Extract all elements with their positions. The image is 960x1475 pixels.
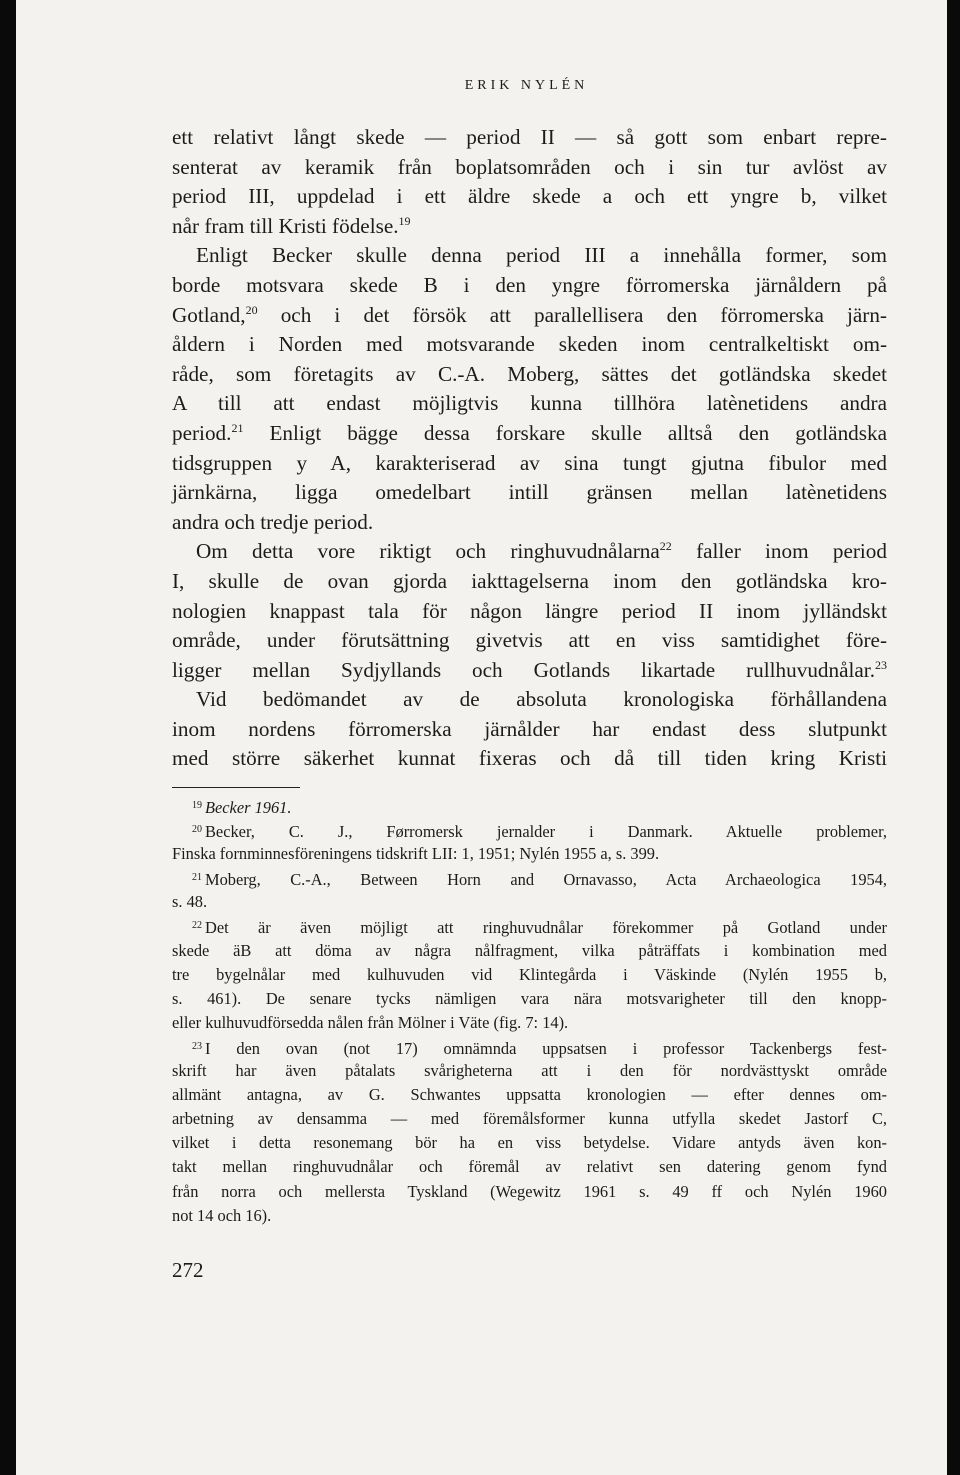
footnote-line: tre bygelnålar med kulhuvuden vid Klintegårda i Väskinde (Nylén 1955 b,	[172, 964, 887, 984]
footnote-line: s. 48.	[172, 892, 208, 912]
footnote-line: arbetning av densamma — med föremålsformer kunna utfylla skedet Jastorf C,	[172, 1109, 887, 1129]
body-text	[172, 123, 887, 774]
text-line: Gotland,$^{20}$ och i det försök att parallellisera den förromerska järn-	[172, 302, 887, 327]
text-line: ligger mellan Sydjyllands och Gotlands likartade rullhuvudnålar.$^{23}$	[172, 657, 887, 682]
footnote-line: allmänt antagna, av G. Schwantes uppsatta kronologien — efter dennes om-	[172, 1085, 887, 1105]
running-header: ERIK NYLÉN	[464, 78, 589, 93]
footnote-20: $^{20}$ Becker, C. J., Førromersk jernalder i Danmark. Aktuelle problemer,	[192, 822, 887, 842]
footnote-line: Finska fornminnesföreningens tidskrift LII: 1, 1951; Nylén 1955 a, s. 399.	[172, 844, 660, 864]
footnote-ref-22: 22	[659, 539, 672, 554]
text-line: ett relativt långt skede — period II — så gott som enbart repre-	[172, 125, 887, 149]
footnote-22: $^{22}$ Det är även möjligt att ringhuvudnålar förekommer på Gotland under	[192, 918, 887, 938]
footnote-line: eller kulhuvudförsedda nålen från Mölner i Väte (fig. 7: 14).	[172, 1012, 569, 1032]
text-line: område, under förutsättning givetvis att en viss samtidighet före-	[172, 628, 887, 653]
text-line: A till att endast möjligtvis kunna tillhöra latènetidens andra	[172, 391, 887, 416]
text-line: inom nordens förromerska järnålder har endast dess slutpunkt	[172, 716, 887, 741]
text-line: period III, uppdelad i ett äldre skede a och ett yngre b, vilket	[172, 184, 887, 209]
footnote-ref-21: 21	[231, 420, 244, 435]
text-line: järnkärna, ligga omedelbart intill gränsen mellan latènetidens	[172, 480, 887, 505]
footnote-divider	[172, 787, 300, 788]
footnote-line: s. 461). De senare tycks nämligen vara nära motsvarigheter till den knopp-	[172, 988, 887, 1008]
footnote-19: $^{19}$ Becker 1961.	[192, 798, 292, 817]
footnote-line: vilket i detta resonemang bör ha en viss betydelse. Vidare antyds även kon-	[172, 1133, 887, 1153]
text-line: Enligt Becker skulle denna period III a innehålla former, som	[196, 243, 887, 268]
text-line: tidsgruppen y A, karakteriserad av sina tungt gjutna fibulor med	[172, 450, 887, 475]
footnote-ref-23: 23	[875, 657, 887, 672]
text-line: andra och tredje period.	[172, 509, 374, 534]
footnote-ref-19: 19	[398, 213, 411, 228]
text-line: I, skulle de ovan gjorda iakttagelserna inom den gotländska kro-	[172, 568, 887, 593]
footnote-line: skede äB att döma av några nålfragment, vilka påträffats i kombination med	[172, 940, 887, 960]
text-line: Vid bedömandet av de absoluta kronologiska förhållandena	[196, 687, 887, 712]
footnotes	[172, 794, 887, 1228]
footnote-line: not 14 och 16).	[172, 1205, 272, 1225]
footnote-line: från norra och mellersta Tyskland (Wegewitz 1961 s. 49 ff och Nylén 1960	[172, 1181, 887, 1201]
text-line: period.$^{21}$ Enligt bägge dessa forskare skulle alltså den gotländska	[172, 420, 888, 445]
text-line: Om detta vore riktigt och ringhuvudnålarna$^{22}$ faller inom period	[196, 539, 887, 564]
text-line: nologien knappast tala för någon längre period II inom jylländskt	[172, 598, 887, 623]
text-line: råde, som företagits av C.-A. Moberg, sättes det gotländska skedet	[172, 361, 887, 386]
text-line: senterat av keramik från boplatsområden och i sin tur avlöst av	[172, 154, 887, 179]
page-number: 272	[172, 1258, 204, 1282]
text-line: når fram till Kristi födelse.$^{19}$	[172, 213, 411, 238]
footnote-23: $^{23}$ I den ovan (not 17) omnämnda uppsatsen i professor Tackenbergs fest-	[192, 1038, 887, 1058]
footnote-21: $^{21}$ Moberg, C.-A., Between Horn and Ornavasso, Acta Archaeologica 1954,	[192, 870, 887, 890]
text-line: med större säkerhet kunnat fixeras och då till tiden kring Kristi	[172, 746, 887, 771]
text-line: åldern i Norden med motsvarande skeden inom centralkeltiskt om-	[172, 332, 887, 357]
text-line: borde motsvara skede B i den yngre förromerska järnåldern på	[172, 272, 887, 297]
book-page	[16, 0, 947, 1475]
footnote-ref-20: 20	[245, 302, 258, 317]
footnote-line: takt mellan ringhuvudnålar och föremål av relativt sen datering genom fynd	[172, 1157, 887, 1177]
footnote-line: skrift har även påtalats svårigheterna att i den för nordvästtyskt område	[172, 1061, 887, 1081]
